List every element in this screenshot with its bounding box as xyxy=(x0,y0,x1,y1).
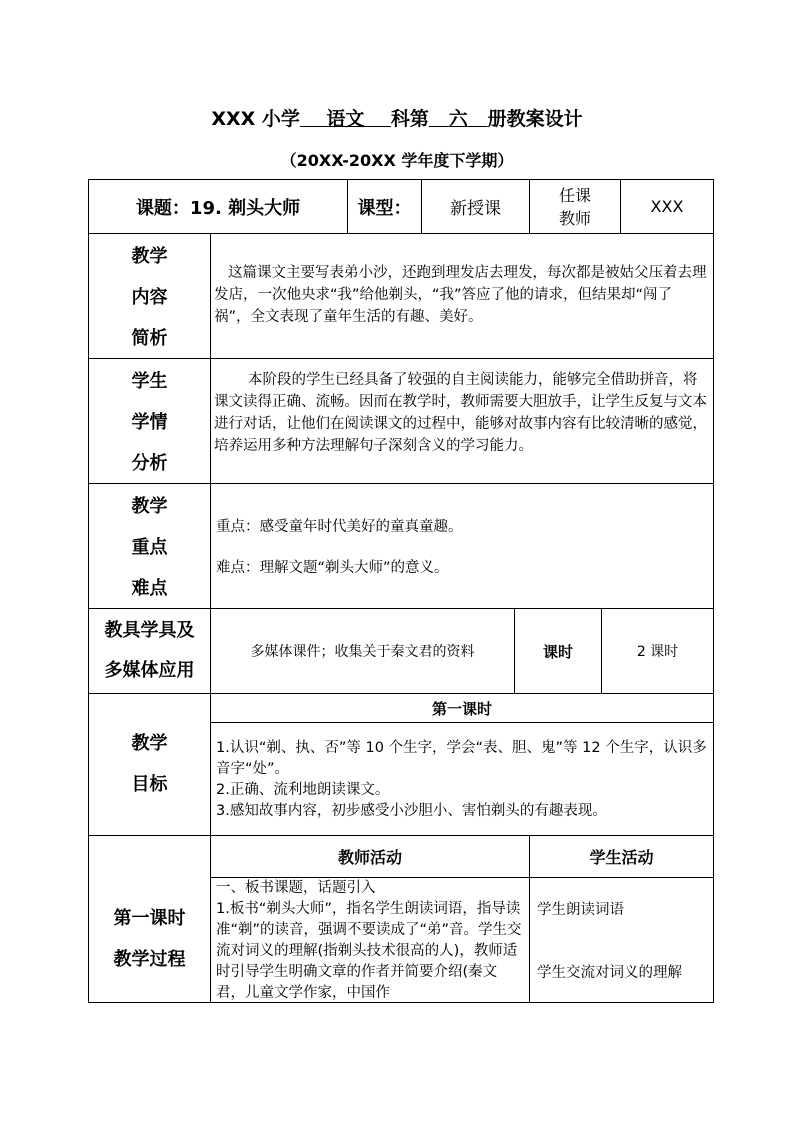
hours-label: 课时 xyxy=(542,642,573,661)
title-volume: 六 xyxy=(448,108,468,130)
lesson-type-value: 新授课 xyxy=(450,199,501,219)
key-points-label: 教学 重点 难点 xyxy=(131,496,168,599)
objectives-label: 教学 目标 xyxy=(131,733,168,795)
title-school: XXX 小学 xyxy=(211,108,300,130)
key-focus-text: 重点：感受童年时代美好的童真童趣。 xyxy=(216,519,463,535)
teacher-label: 任课 教师 xyxy=(558,185,591,228)
key-difficulty-text: 难点：理解文题“剃头大师”的意义。 xyxy=(216,560,449,576)
lesson-label: 课题： xyxy=(135,197,190,219)
objectives-header: 第一课时 xyxy=(431,699,492,718)
document-title xyxy=(0,104,794,131)
student-activity-item: 学生朗读词语 xyxy=(537,902,624,918)
teacher-value: XXX xyxy=(650,197,684,216)
content-summary-text: 这篇课文主要写表弟小沙，还跑到理发店去理发，每次都是被姑父压着去理发店，一次他央求“我”给他剃头，“我”答应了他的请求，但结果却“闯了祸”，全文表现了童年生活的有趣、美好。 xyxy=(214,265,707,325)
media-label: 教具学具及 多媒体应用 xyxy=(104,620,195,681)
teacher-activity-heading: 一、板书课题，话题引入 xyxy=(216,880,376,896)
title-subject: 语文 xyxy=(326,108,365,130)
title-tail: 册教案设计 xyxy=(487,108,583,130)
lesson-value: 19. 剃头大师 xyxy=(189,197,301,219)
student-activity-header: 学生活动 xyxy=(589,848,654,867)
hours-value: 2 课时 xyxy=(636,644,679,660)
teacher-activity-text xyxy=(216,878,526,1001)
objective-item: 2.正确、流利地朗读课文。 xyxy=(216,782,390,798)
lesson-title-cell xyxy=(89,180,347,233)
objective-item: 3.感知故事内容，初步感受小沙胆小、害怕剃头的有趣表现。 xyxy=(216,803,607,819)
teacher-activity-header: 教师活动 xyxy=(337,848,402,867)
media-text: 多媒体课件；收集关于秦文君的资料 xyxy=(250,644,475,660)
document-subtitle: （20XX-20XX 学年度下学期） xyxy=(280,151,514,170)
student-activity-item: 学生交流对词义的理解 xyxy=(537,965,682,981)
title-mid: 科第 xyxy=(390,108,429,130)
objective-item: 1.认识“剃、执、否”等 10 个生字，学会“表、胆、鬼”等 12 个生字，认识多音字“处”。 xyxy=(216,740,707,777)
teacher-activity-step: 1.板书“剃头大师”，指名学生朗读词语，指导读准“剃”的读音，强调不要读成了“弟”音。学生交流对词义的理解(指剃头技术很高的人)，教师适时引导学生明确文章的作者并简要介绍(秦文君，儿童文学作家，中国作 xyxy=(216,901,522,1001)
lesson-type-label: 课型： xyxy=(357,197,412,219)
student-analysis-text: 本阶段的学生已经具备了较强的自主阅读能力，能够完全借助拼音，将课文读得正确、流畅。因而在教学时，教师需要大胆放手，让学生反复与文本进行对话，让他们在阅读课文的过程中，能够对故事内容有比较清晰的感觉，培养运用多种方法理解句子深刻含义的学习能力。 xyxy=(214,372,707,454)
student-analysis-label: 学生 学情 分析 xyxy=(131,371,168,474)
process-label: 第一课时 教学过程 xyxy=(113,908,186,970)
objectives-list xyxy=(216,738,710,822)
content-summary-label: 教学 内容 简析 xyxy=(131,246,168,349)
